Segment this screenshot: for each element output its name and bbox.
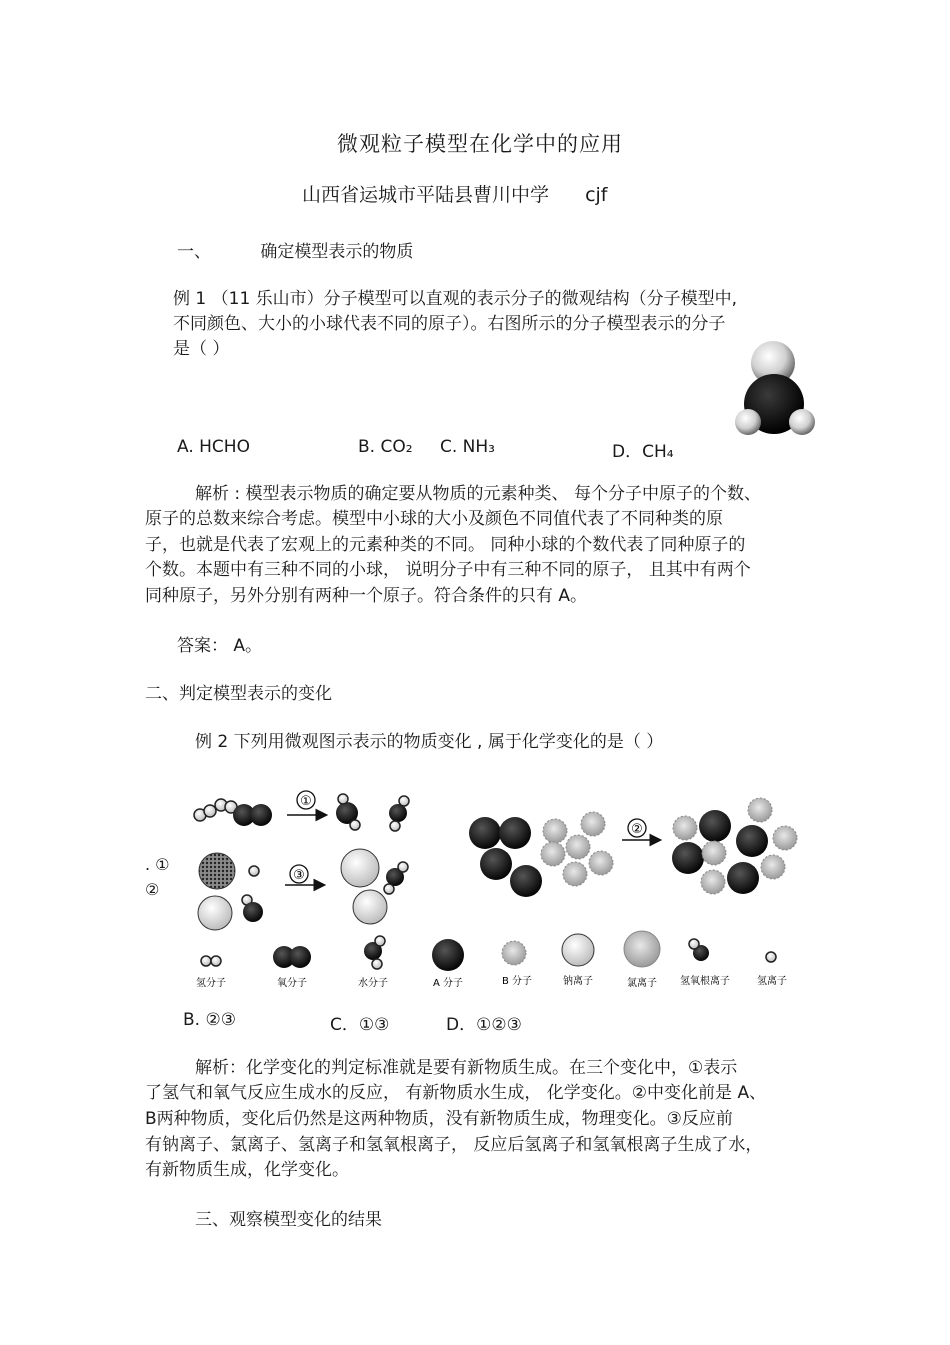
hydrogen-atom-ball-left — [735, 409, 761, 435]
reaction-diagram — [185, 785, 810, 1000]
ex2-option-d: D．①②③ — [446, 1015, 522, 1035]
example1-line-1: 例 1 （11 乐山市）分子模型可以直观的表示分子的微观结构（分子模型中, — [173, 289, 738, 309]
ex1-analysis-line-3: 子，也就是代表了宏观上的元素种类的不同。 同种小球的个数代表了同种原子的 — [145, 535, 746, 555]
ex2-analysis-line-4: 有钠离子、氯离子、氢离子和氢氧根离子， 反应后氢离子和氢氧根离子生成了水， — [145, 1135, 763, 1155]
reaction-2 — [469, 798, 797, 897]
title-text: 微观粒子模型在化学中的应用 — [337, 132, 623, 156]
school-name: 山西省运城市平陆县曹川中学 — [302, 184, 550, 206]
legend-label-2: 氧分子 — [277, 978, 307, 989]
ex2-analysis-line-5: 有新物质生成，化学变化。 — [145, 1160, 349, 1180]
ex2-option-c: C．①③ — [330, 1015, 390, 1035]
ex1-analysis-line-1: 解析 : 模型表示物质的确定要从物质的元素种类、 每个分子中原子的个数、 — [195, 484, 761, 504]
section2-heading: 二、判定模型表示的变化 — [145, 684, 332, 704]
reaction-1 — [194, 791, 409, 831]
ex1-option-a: A. HCHO — [177, 437, 250, 457]
legend-label-9: 氢离子 — [757, 976, 787, 987]
ex2-analysis-line-2: 了氢气和氧气反应生成水的反应， 有新物质水生成， 化学变化。②中变化前是 A、 — [145, 1083, 767, 1103]
reaction-3 — [198, 849, 408, 930]
legend-label-6: 钠离子 — [563, 976, 593, 987]
hydrogen-atom-ball-right — [789, 409, 815, 435]
arrow-label-2: ② — [631, 822, 643, 837]
ex2-analysis-line-1: 解析：化学变化的判定标准就是要有新物质生成。在三个变化中，①表示 — [195, 1058, 738, 1078]
side-label-1: . ① — [145, 855, 170, 874]
ex1-option-c: C. NH₃ — [440, 437, 495, 457]
ex1-option-d: D．CH₄ — [612, 442, 674, 462]
example1-line-2: 不同颜色、大小的小球代表不同的原子）。右图所示的分子模型表示的分子 — [173, 314, 726, 334]
arrow-label-1: ① — [300, 794, 312, 809]
legend-label-7: 氯离子 — [627, 978, 657, 989]
side-label-2: ② — [145, 880, 160, 899]
section3-heading: 三、观察模型变化的结果 — [195, 1210, 382, 1230]
legend-label-5: B 分子 — [501, 976, 533, 987]
section1-heading — [177, 240, 413, 265]
arrow-label-3: ③ — [293, 868, 305, 883]
example1-line-3: 是（ ） — [173, 339, 230, 359]
ex1-analysis-line-2: 原子的总数来综合考虑。模型中小球的大小及颜色不同值代表了不同种类的原 — [145, 509, 723, 529]
ex1-analysis-line-5: 同种原子，另外分别有两种一个原子。符合条件的只有 A。 — [145, 586, 588, 606]
legend-label-4: A 分子 — [432, 978, 464, 989]
section1-number: 一、 — [177, 242, 211, 262]
example2-question: 例 2 下列用微观图示表示的物质变化 , 属于化学变化的是（ ） — [195, 732, 664, 752]
molecule-model-image — [728, 338, 820, 440]
legend-label-8: 氢氧根离子 — [680, 976, 730, 987]
section1-title: 确定模型表示的物质 — [260, 242, 414, 262]
subtitle — [302, 180, 607, 207]
legend-label-1: 氢分子 — [196, 978, 226, 989]
ex1-analysis-line-4: 个数。本题中有三种不同的小球， 说明分子中有三种不同的原子， 且其中有两个 — [145, 560, 751, 580]
legend-label-3: 水分子 — [358, 978, 388, 989]
ex2-option-b: B. ②③ — [183, 1010, 236, 1030]
ex2-analysis-line-3: B两种物质，变化后仍然是这两种物质，没有新物质生成，物理变化。③反应前 — [145, 1109, 733, 1129]
author-name: cjf — [585, 184, 608, 206]
legend — [196, 931, 787, 989]
ex1-answer: 答案： A。 — [177, 636, 263, 656]
page-title — [0, 128, 950, 158]
ex1-option-b: B. CO₂ — [358, 437, 413, 457]
